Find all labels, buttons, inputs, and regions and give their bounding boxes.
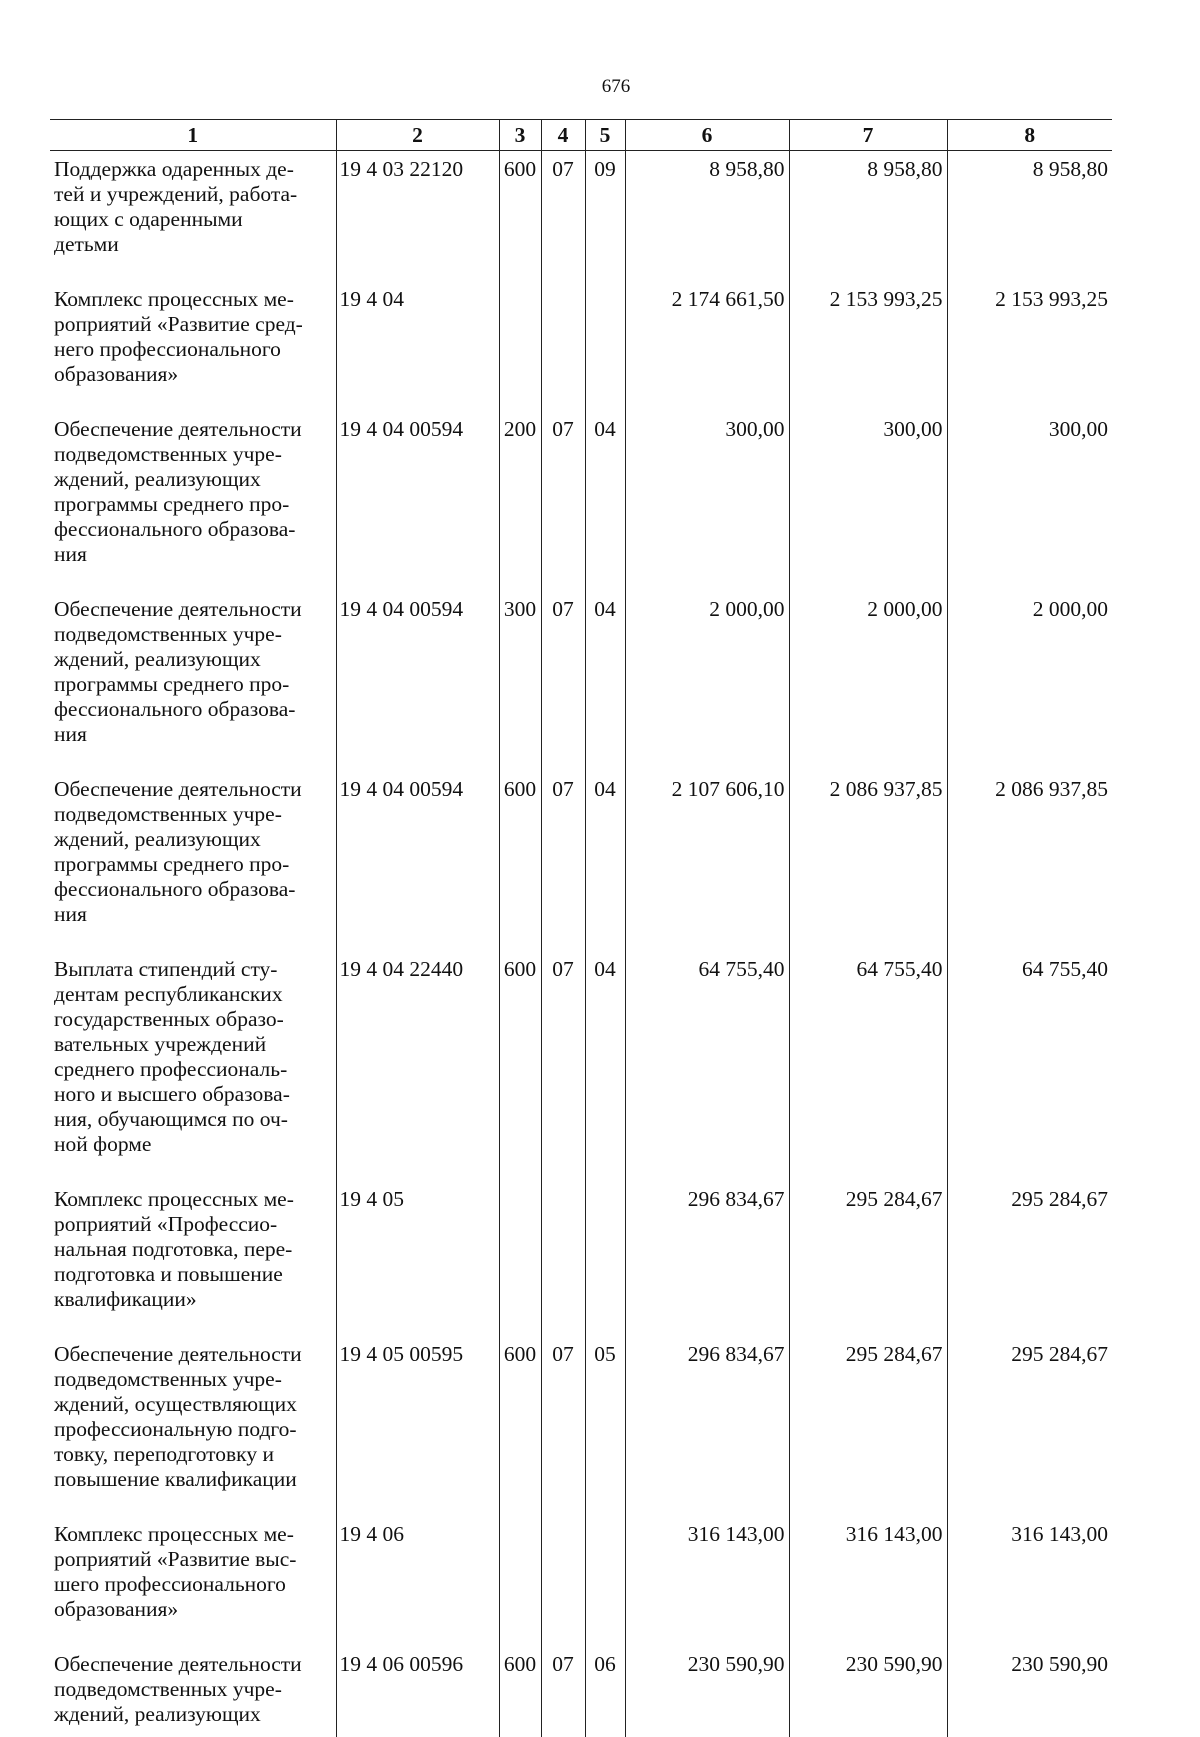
table-row — [50, 591, 1112, 771]
row-col4: 07 — [541, 591, 585, 771]
row-name: Комплекс процессных ме- роприятий «Развитие сред- него профессионального образования» — [50, 281, 336, 411]
row-col3: 600 — [499, 1646, 541, 1737]
row-value-7: 2 086 937,85 — [789, 771, 947, 951]
row-col4: 07 — [541, 1336, 585, 1516]
row-value-8: 2 000,00 — [947, 591, 1112, 771]
column-header: 1 — [50, 120, 336, 151]
row-col5: 04 — [585, 411, 625, 591]
row-value-6: 296 834,67 — [625, 1181, 789, 1336]
row-col4 — [541, 1181, 585, 1336]
row-value-6: 2 107 606,10 — [625, 771, 789, 951]
column-header: 4 — [541, 120, 585, 151]
table-row — [50, 151, 1112, 282]
row-value-6: 2 174 661,50 — [625, 281, 789, 411]
row-name: Поддержка одаренных де- тей и учреждений, работа- ющих с одаренными детьми — [50, 151, 336, 282]
row-code: 19 4 04 22440 — [336, 951, 499, 1181]
row-col3 — [499, 281, 541, 411]
page-number: 676 — [0, 76, 1200, 98]
row-value-7: 2 153 993,25 — [789, 281, 947, 411]
row-value-7: 295 284,67 — [789, 1336, 947, 1516]
row-col5: 04 — [585, 771, 625, 951]
table-row — [50, 1336, 1112, 1516]
row-name: Обеспечение деятельности подведомственных учре- ждений, реализующих программы среднего про- фессионального образова- ния — [50, 411, 336, 591]
row-value-7: 295 284,67 — [789, 1181, 947, 1336]
row-value-8: 295 284,67 — [947, 1181, 1112, 1336]
row-col3: 600 — [499, 771, 541, 951]
row-col5: 09 — [585, 151, 625, 282]
row-value-6: 300,00 — [625, 411, 789, 591]
row-value-8: 2 153 993,25 — [947, 281, 1112, 411]
row-value-6: 2 000,00 — [625, 591, 789, 771]
row-code: 19 4 06 — [336, 1516, 499, 1646]
column-header: 8 — [947, 120, 1112, 151]
row-value-6: 230 590,90 — [625, 1646, 789, 1737]
row-col5: 04 — [585, 591, 625, 771]
row-value-8: 2 086 937,85 — [947, 771, 1112, 951]
row-col5 — [585, 1181, 625, 1336]
row-col4: 07 — [541, 1646, 585, 1737]
column-header: 3 — [499, 120, 541, 151]
row-value-6: 316 143,00 — [625, 1516, 789, 1646]
row-col3: 200 — [499, 411, 541, 591]
row-col4 — [541, 1516, 585, 1646]
row-col4 — [541, 281, 585, 411]
row-value-6: 64 755,40 — [625, 951, 789, 1181]
row-name: Обеспечение деятельности подведомственных учре- ждений, реализующих программы среднего про- фессионального образова- ния — [50, 591, 336, 771]
row-code: 19 4 04 00594 — [336, 591, 499, 771]
row-code: 19 4 05 — [336, 1181, 499, 1336]
row-col4: 07 — [541, 151, 585, 282]
row-col3: 600 — [499, 1336, 541, 1516]
row-name: Обеспечение деятельности подведомственных учре- ждений, реализующих — [50, 1646, 336, 1737]
row-col4: 07 — [541, 771, 585, 951]
row-col5 — [585, 1516, 625, 1646]
header-row — [50, 120, 1112, 151]
table-row — [50, 951, 1112, 1181]
row-col3: 600 — [499, 951, 541, 1181]
column-header: 7 — [789, 120, 947, 151]
row-col3: 300 — [499, 591, 541, 771]
row-col5 — [585, 281, 625, 411]
row-code: 19 4 06 00596 — [336, 1646, 499, 1737]
row-value-8: 230 590,90 — [947, 1646, 1112, 1737]
row-col4: 07 — [541, 411, 585, 591]
row-value-8: 300,00 — [947, 411, 1112, 591]
table-row — [50, 1516, 1112, 1646]
row-col3 — [499, 1181, 541, 1336]
table-row — [50, 411, 1112, 591]
row-code: 19 4 05 00595 — [336, 1336, 499, 1516]
row-value-6: 8 958,80 — [625, 151, 789, 282]
table-row — [50, 281, 1112, 411]
row-name: Комплекс процессных ме- роприятий «Профессио- нальная подготовка, пере- подготовка и повышение квалификации» — [50, 1181, 336, 1336]
row-col5: 06 — [585, 1646, 625, 1737]
column-header: 2 — [336, 120, 499, 151]
table-body — [50, 151, 1112, 1737]
row-name: Обеспечение деятельности подведомственных учре- ждений, реализующих программы среднего про- фессионального образова- ния — [50, 771, 336, 951]
row-value-8: 8 958,80 — [947, 151, 1112, 282]
row-col5: 04 — [585, 951, 625, 1181]
row-code: 19 4 04 00594 — [336, 411, 499, 591]
column-header: 5 — [585, 120, 625, 151]
row-value-6: 296 834,67 — [625, 1336, 789, 1516]
table-row — [50, 1646, 1112, 1737]
table-row — [50, 1181, 1112, 1336]
row-value-7: 8 958,80 — [789, 151, 947, 282]
budget-table — [50, 119, 1112, 1737]
row-code: 19 4 04 00594 — [336, 771, 499, 951]
row-value-8: 316 143,00 — [947, 1516, 1112, 1646]
column-header: 6 — [625, 120, 789, 151]
row-value-7: 230 590,90 — [789, 1646, 947, 1737]
row-value-7: 300,00 — [789, 411, 947, 591]
row-code: 19 4 04 — [336, 281, 499, 411]
row-col5: 05 — [585, 1336, 625, 1516]
row-col3: 600 — [499, 151, 541, 282]
row-value-7: 64 755,40 — [789, 951, 947, 1181]
row-name: Обеспечение деятельности подведомственных учре- ждений, осуществляющих профессиональную подго- товку, переподготовку и повышение квалификации — [50, 1336, 336, 1516]
row-value-7: 2 000,00 — [789, 591, 947, 771]
row-col4: 07 — [541, 951, 585, 1181]
table-row — [50, 771, 1112, 951]
row-col3 — [499, 1516, 541, 1646]
row-value-8: 64 755,40 — [947, 951, 1112, 1181]
row-value-7: 316 143,00 — [789, 1516, 947, 1646]
row-value-8: 295 284,67 — [947, 1336, 1112, 1516]
row-name: Выплата стипендий сту- дентам республиканских государственных образо- вательных учреждений среднего профессиональ- ного и высшего образова- ния, обучающимся по оч- ной форме — [50, 951, 336, 1181]
row-name: Комплекс процессных ме- роприятий «Развитие выс- шего профессионального образования» — [50, 1516, 336, 1646]
row-code: 19 4 03 22120 — [336, 151, 499, 282]
